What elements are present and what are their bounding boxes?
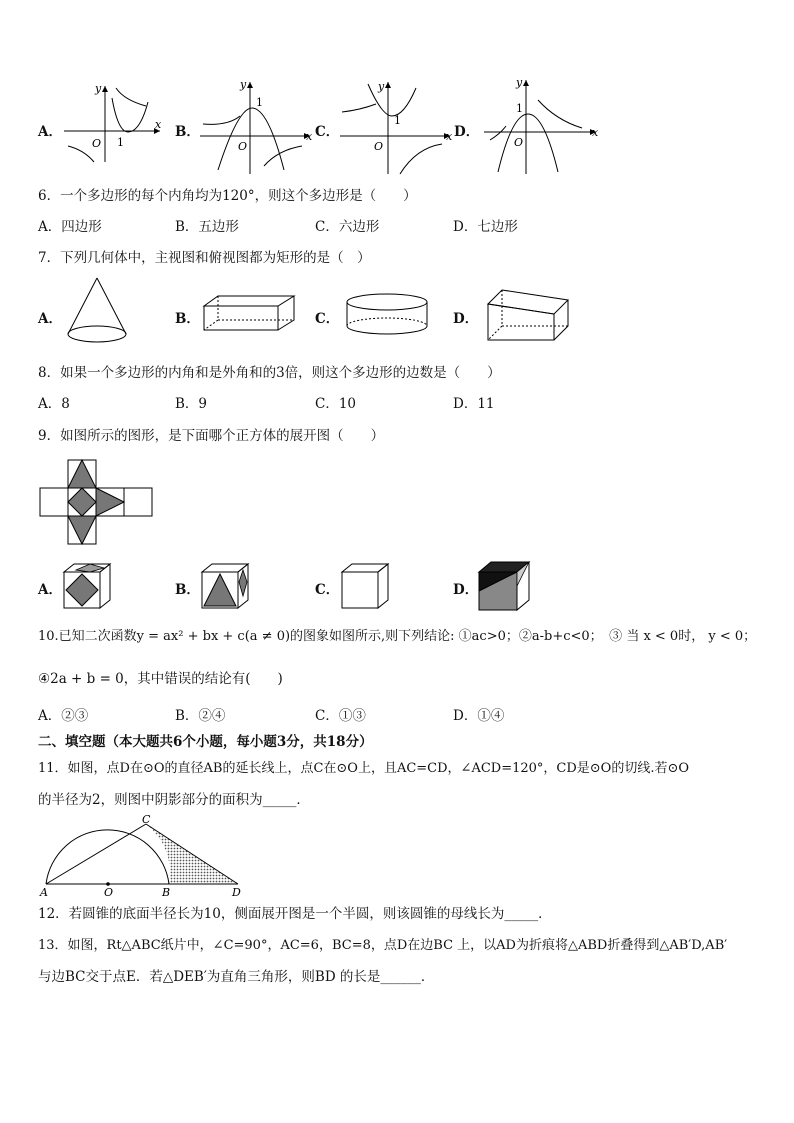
q7-stem: 7．下列几何体中，主视图和俯视图都为矩形的是（ ） (38, 250, 371, 266)
q10-line2: ④2a + b = 0，其中错误的结论有( ) (38, 671, 283, 687)
circle-tangent-figure (38, 814, 248, 898)
q5c-axis-x: x (446, 130, 453, 143)
q8-option-b: B．9 (175, 396, 208, 412)
cube-option-b (200, 562, 250, 612)
q5c-axis-y: y (378, 80, 385, 93)
q10-line1: 10.已知二次函数y = ax² + bx + c(a ≠ 0)的图象如图所示,则下列结论: ①ac>0；②a-b+c<0； ③ 当 x < 0时， y < 0； (38, 629, 757, 644)
q5d-axis-x: x (592, 126, 599, 139)
q6-option-b: B．五边形 (175, 219, 239, 235)
q5-option-a-label: A． (38, 124, 62, 140)
fig-label-c: C (142, 813, 151, 826)
fig-label-a: A (40, 886, 48, 899)
q5-graph-d (482, 76, 604, 176)
cube-option-c (340, 562, 390, 612)
q5a-axis-y: y (95, 82, 102, 95)
q6-option-a: A．四边形 (38, 219, 102, 235)
q10-option-c: C．①③ (315, 708, 366, 724)
q7-option-b-label: B． (175, 311, 200, 327)
q6-option-d: D．七边形 (453, 219, 518, 235)
cuboid-figure (200, 294, 300, 334)
q7-option-a-label: A． (38, 311, 62, 327)
q11-line1: 11．如图，点D在⊙O的直径AB的延长线上，点C在⊙O上，且AC=CD，∠ACD=120°，CD是⊙O的切线.若⊙O (38, 761, 690, 776)
q12-text: 12．若圆锥的底面半径长为10，侧面展开图是一个半圆，则该圆锥的母线长为_____． (38, 906, 552, 922)
q5c-origin: O (374, 140, 384, 153)
cube-option-d (477, 560, 533, 612)
q5d-origin: O (514, 136, 524, 149)
q10-option-a: A．②③ (38, 708, 89, 724)
fig-label-d: D (232, 886, 241, 899)
fig-label-b: B (162, 886, 171, 899)
q9-stem: 9．如图所示的图形，是下面哪个正方体的展开图（ ） (38, 428, 385, 444)
q6-option-c: C．六边形 (315, 219, 380, 235)
cube-net-figure (40, 458, 155, 548)
q5b-origin: O (238, 140, 248, 153)
q5a-origin: O (92, 137, 102, 150)
cylinder-figure (344, 292, 434, 342)
q9-option-d-label: D． (453, 582, 479, 598)
q9-option-a-label: A． (38, 582, 62, 598)
q5b-axis-y: y (240, 78, 247, 91)
section-heading: 二、填空题（本大题共6个小题，每小题3分，共18分） (38, 734, 373, 750)
q5d-axis-y: y (516, 76, 523, 89)
q5b-axis-x: x (306, 130, 313, 143)
cube-option-a (62, 562, 112, 612)
q5-option-b-label: B． (175, 124, 200, 140)
q13-line1: 13．如图，Rt△ABC纸片中，∠C=90°，AC=6，BC=8，点D在边BC 上，以AD为折痕将△ABD折叠得到△AB′D,AB′ (38, 938, 728, 953)
q5b-one: 1 (256, 96, 263, 109)
q5-graph-a (60, 80, 165, 165)
q5d-one: 1 (516, 102, 523, 115)
q10-option-b: B．②④ (175, 708, 226, 724)
q5c-one: 1 (394, 114, 401, 127)
q9-option-b-label: B． (175, 582, 200, 598)
q13-line2: 与边BC交于点E．若△DEB′为直角三角形，则BD 的长是______． (38, 969, 435, 985)
q6-stem: 6．一个多边形的每个内角均为120°，则这个多边形是（ ） (38, 188, 417, 204)
q5-graph-b (198, 78, 318, 178)
q5a-one: 1 (117, 136, 124, 149)
q8-option-c: C．10 (315, 396, 357, 412)
wedge-prism-figure (482, 286, 574, 346)
q8-stem: 8．如果一个多边形的内角和是外角和的3倍，则这个多边形的边数是（ ） (38, 365, 501, 381)
q8-option-a: A．8 (38, 396, 70, 412)
q11-line2: 的半径为2，则图中阴影部分的面积为_____． (38, 792, 310, 808)
q8-option-d: D．11 (453, 396, 495, 412)
q5-option-d-label: D． (454, 124, 480, 140)
q5-option-c-label: C． (315, 124, 340, 140)
q5-graph-c (338, 78, 458, 178)
q9-option-c-label: C． (315, 582, 340, 598)
fig-label-o: O (104, 886, 114, 899)
q7-option-c-label: C． (315, 311, 340, 327)
q5a-axis-x: x (155, 118, 162, 131)
q10-option-d: D．①④ (453, 708, 505, 724)
q7-option-d-label: D． (453, 311, 479, 327)
cone-figure (64, 276, 134, 348)
